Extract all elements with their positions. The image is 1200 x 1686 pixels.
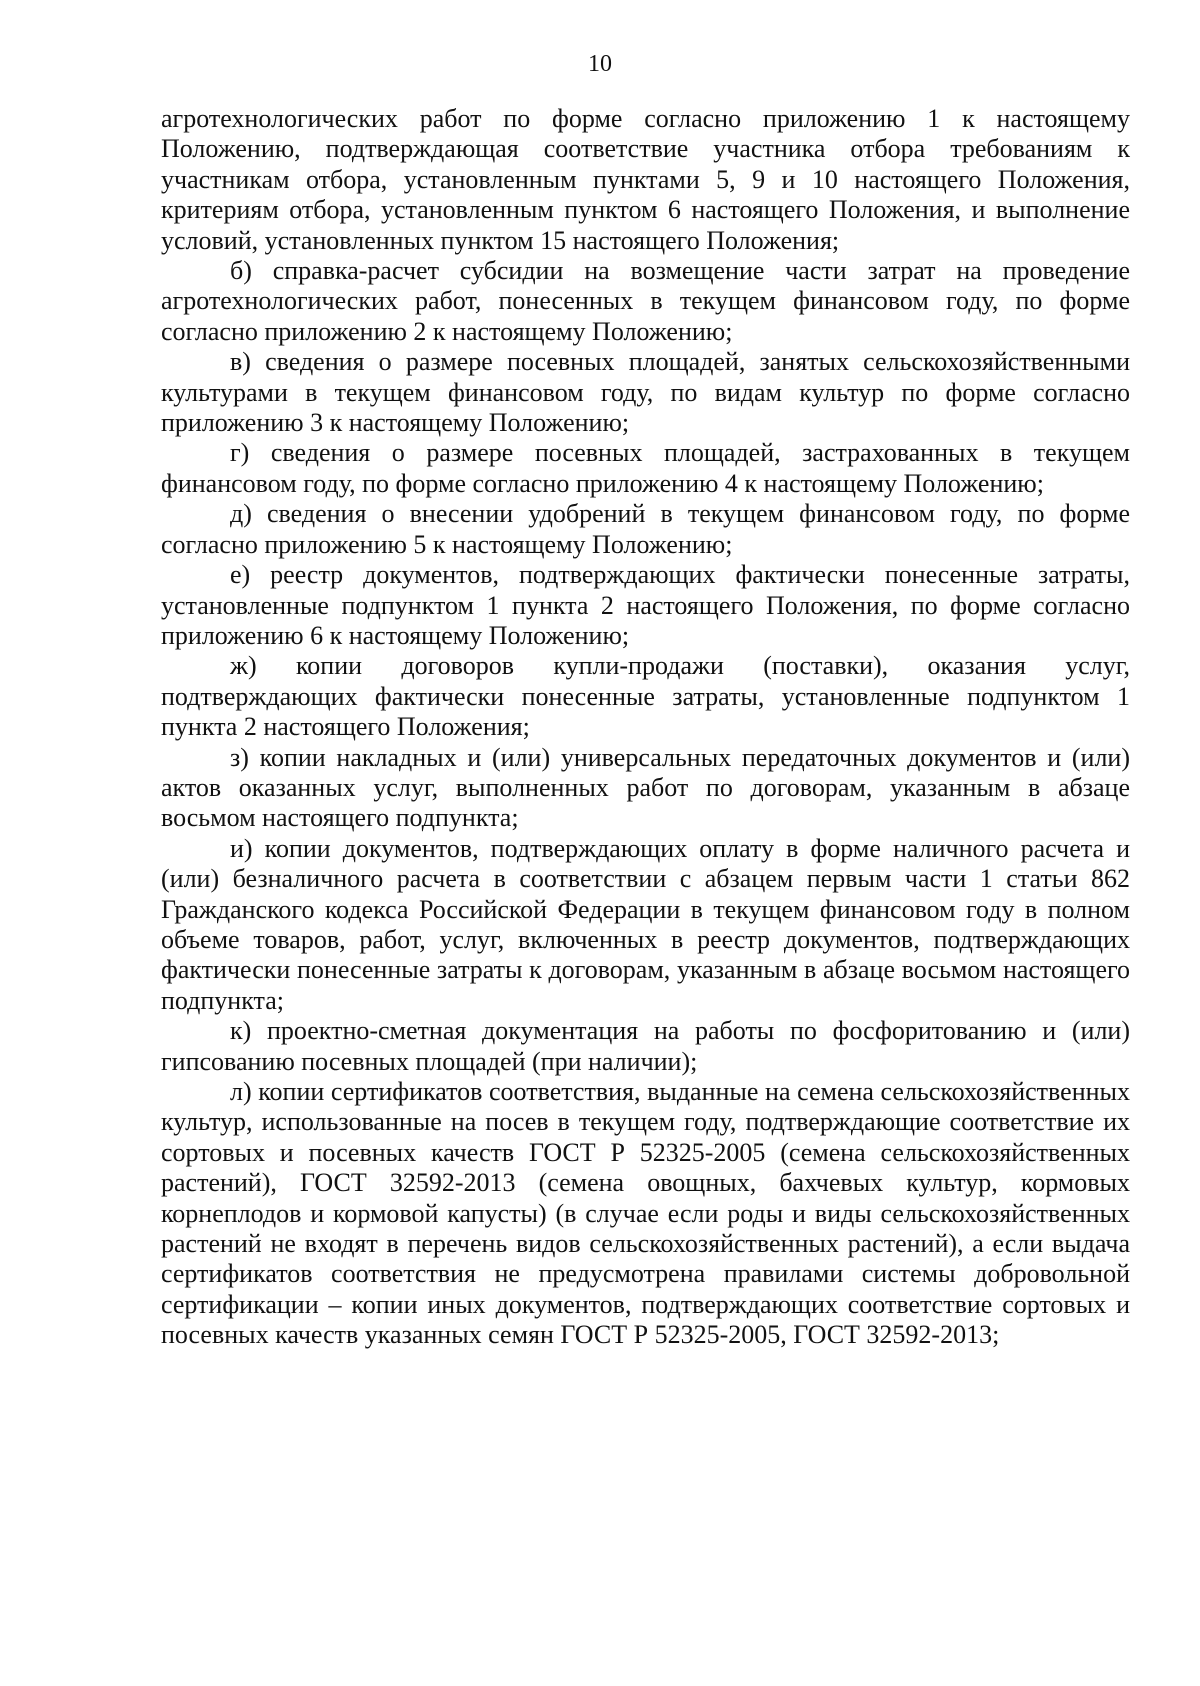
paragraph-item-g: г) сведения о размере посевных площадей, застрахованных в текущем финансовом году, по форме согласно приложению 4 к настоящему Положению; [161,438,1130,498]
paragraph-continuation: агротехнологических работ по форме согласно приложению 1 к настоящему Положению, подтверждающая соответствие участника отбора требованиям к участникам отбора, установленным пунктами 5, 9 и 10 настоящего Положения, критериям отбора, установленным пунктом 6 настоящего Положения, и выполнение условий, установленных пунктом 15 настоящего Положения; [161,104,1130,255]
paragraph-item-d: д) сведения о внесении удобрений в текущем финансовом году, по форме согласно приложению 5 к настоящему Положению; [161,499,1130,559]
paragraph-item-e: е) реестр документов, подтверждающих фактически понесенные затраты, установленные подпунктом 1 пункта 2 настоящего Положения, по форме согласно приложению 6 к настоящему Положению; [161,560,1130,650]
document-body [161,104,1130,1351]
paragraph-item-i: и) копии документов, подтверждающих оплату в форме наличного расчета и (или) безналичного расчета в соответствии с абзацем первым части 1 статьи 862 Гражданского кодекса Российской Федерации в текущем финансовом году в полном объеме товаров, работ, услуг, включенных в реестр документов, подтверждающих фактически понесенные затраты к договорам, указанным в абзаце восьмом настоящего подпункта; [161,833,1130,1015]
paragraph-item-z: з) копии накладных и (или) универсальных передаточных документов и (или) актов оказанных услуг, выполненных работ по договорам, указанным в абзаце восьмом настоящего подпункта; [161,742,1130,833]
paragraph-item-b: б) справка-расчет субсидии на возмещение части затрат на проведение агротехнологических работ, понесенных в текущем финансовом году, по форме согласно приложению 2 к настоящему Положению; [161,256,1130,346]
paragraph-item-k: к) проектно-сметная документация на работы по фосфоритованию и (или) гипсованию посевных площадей (при наличии); [161,1016,1130,1076]
paragraph-item-l: л) копии сертификатов соответствия, выданные на семена сельскохозяйственных культур, использованные на посев в текущем году, подтверждающие соответствие их сортовых и посевных качеств ГОСТ Р 52325-2005 (семена сельскохозяйственных растений), ГОСТ 32592-2013 (семена овощных, бахчевых культур, кормовых корнеплодов и кормовой капусты) (в случае если роды и виды сельскохозяйственных растений не входят в перечень видов сельскохозяйственных растений), а если выдача сертификатов соответствия не предусмотрена правилами системы добровольной сертификации – копии иных документов, подтверждающих соответствие сортовых и посевных качеств указанных семян ГОСТ Р 52325-2005, ГОСТ 32592-2013; [161,1077,1130,1350]
paragraph-item-v: в) сведения о размере посевных площадей, занятых сельскохозяйственными культурами в текущем финансовом году, по видам культур по форме согласно приложению 3 к настоящему Положению; [161,347,1130,438]
page-number: 10 [588,51,612,77]
paragraph-item-zh: ж) копии договоров купли-продажи (поставки), оказания услуг, подтверждающих фактически понесенные затраты, установленные подпунктом 1 пункта 2 настоящего Положения; [161,651,1130,742]
